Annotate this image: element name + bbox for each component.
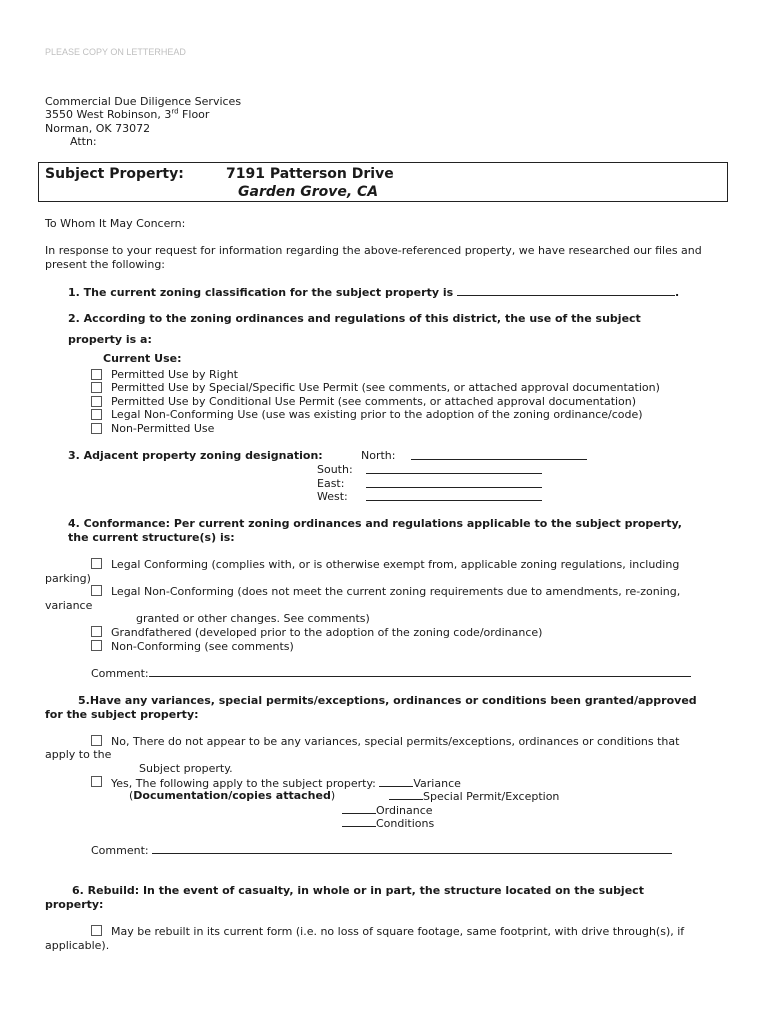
current-use-option: Permitted Use by Conditional Use Permit (see comments, or attached approval documentation) — [111, 395, 637, 408]
q2-question-line1: 2. According to the zoning ordinances and regulations of this district, the use of the subject — [68, 312, 641, 325]
current-use-option: Legal Non-Conforming Use (use was existing prior to the adoption of the zoning ordinance/code) — [111, 408, 643, 421]
q5-question-line1: 5.Have any variances, special permits/exceptions, ordinances or conditions been granted/approved — [78, 694, 697, 707]
salutation: To Whom It May Concern: — [45, 217, 186, 230]
current-use-checkbox[interactable] — [91, 396, 102, 407]
legal-nonconforming-label-cont2: granted or other changes. See comments) — [136, 612, 370, 625]
no-variances-label-cont: apply to the — [45, 748, 112, 761]
grandfathered-checkbox[interactable] — [91, 626, 102, 637]
west-zoning-blank[interactable] — [366, 490, 542, 501]
south-zoning-blank[interactable] — [366, 463, 542, 474]
ordinance-blank[interactable] — [342, 803, 376, 814]
no-variances-label: No, There do not appear to be any variances, special permits/exceptions, ordinances or conditions that — [111, 735, 680, 748]
special-permit-row: Special Permit/Exception — [389, 789, 559, 803]
south-label: South: — [317, 463, 353, 476]
q4-question-line1: 4. Conformance: Per current zoning ordinances and regulations applicable to the subject property, — [68, 517, 682, 530]
current-use-checkbox[interactable] — [91, 409, 102, 420]
legal-nonconforming-checkbox[interactable] — [91, 585, 102, 596]
current-use-checkbox[interactable] — [91, 423, 102, 434]
current-use-checkbox[interactable] — [91, 382, 102, 393]
letterhead-note: PLEASE COPY ON LETTERHEAD — [45, 47, 186, 57]
intro-line1: In response to your request for information regarding the above-referenced property, we have researched our files and — [45, 244, 702, 257]
rebuild-checkbox[interactable] — [91, 925, 102, 936]
recipient-line3: Norman, OK 73072 — [45, 122, 151, 135]
q5-comment-blank[interactable] — [152, 843, 672, 854]
current-use-option: Permitted Use by Right — [111, 368, 238, 381]
north-label: North: — [361, 449, 396, 462]
q3-question: 3. Adjacent property zoning designation: — [68, 449, 323, 462]
nonconforming-checkbox[interactable] — [91, 640, 102, 651]
no-variances-checkbox[interactable] — [91, 735, 102, 746]
q5-question-line2: for the subject property: — [45, 708, 199, 721]
conditions-row: Conditions — [342, 816, 434, 830]
intro-line2: present the following: — [45, 258, 166, 271]
recipient-line1: Commercial Due Diligence Services — [45, 95, 242, 108]
documentation-note: (Documentation/copies attached) — [129, 789, 336, 802]
current-use-option: Non-Permitted Use — [111, 422, 215, 435]
q6-question-line2: property: — [45, 898, 104, 911]
yes-variances-checkbox[interactable] — [91, 776, 102, 787]
variance-blank[interactable] — [379, 776, 413, 787]
yes-variances-label: Yes, The following apply to the subject property: Variance — [111, 777, 461, 790]
rebuild-label-cont: applicable). — [45, 939, 110, 952]
q4-comment-blank[interactable] — [149, 666, 691, 677]
current-use-heading: Current Use: — [103, 352, 182, 365]
rebuild-label: May be rebuilt in its current form (i.e. no loss of square footage, same footprint, with drive through(s), if — [111, 925, 685, 938]
q5-comment: Comment: — [91, 843, 672, 857]
q4-comment: Comment: — [91, 666, 691, 680]
zoning-classification-blank[interactable] — [457, 285, 675, 296]
nonconforming-label: Non-Conforming (see comments) — [111, 640, 294, 653]
east-zoning-blank[interactable] — [366, 477, 542, 488]
legal-conforming-label: Legal Conforming (complies with, or is otherwise exempt from, applicable zoning regulations, including — [111, 558, 680, 571]
conditions-blank[interactable] — [342, 816, 376, 827]
east-label: East: — [317, 477, 345, 490]
west-label: West: — [317, 490, 348, 503]
subject-city: Garden Grove, CA — [238, 184, 379, 200]
recipient-attn: Attn: — [70, 135, 97, 148]
north-zoning-blank[interactable] — [411, 449, 587, 460]
current-use-checkbox[interactable] — [91, 369, 102, 380]
legal-conforming-label-cont: parking) — [45, 572, 91, 585]
legal-conforming-checkbox[interactable] — [91, 558, 102, 569]
q2-question-line2: property is a: — [68, 333, 152, 346]
grandfathered-label: Grandfathered (developed prior to the adoption of the zoning code/ordinance) — [111, 626, 543, 639]
no-variances-label-cont2: Subject property. — [139, 762, 233, 775]
legal-nonconforming-label: Legal Non-Conforming (does not meet the current zoning requirements due to amendments, re-zoning, — [111, 585, 681, 598]
q4-question-line2: the current structure(s) is: — [68, 531, 235, 544]
q1-question: 1. The current zoning classification for the subject property is . — [68, 286, 680, 299]
legal-nonconforming-label-cont: variance — [45, 599, 93, 612]
current-use-option: Permitted Use by Special/Specific Use Permit (see comments, or attached approval documentation) — [111, 381, 660, 394]
special-permit-blank[interactable] — [389, 789, 423, 800]
recipient-line2: 3550 West Robinson, 3rd Floor — [45, 107, 210, 121]
ordinance-row: Ordinance — [342, 803, 433, 817]
q6-question-line1: 6. Rebuild: In the event of casualty, in whole or in part, the structure located on the subject — [72, 884, 644, 897]
subject-label: Subject Property: — [45, 166, 184, 182]
subject-street: 7191 Patterson Drive — [226, 166, 394, 182]
